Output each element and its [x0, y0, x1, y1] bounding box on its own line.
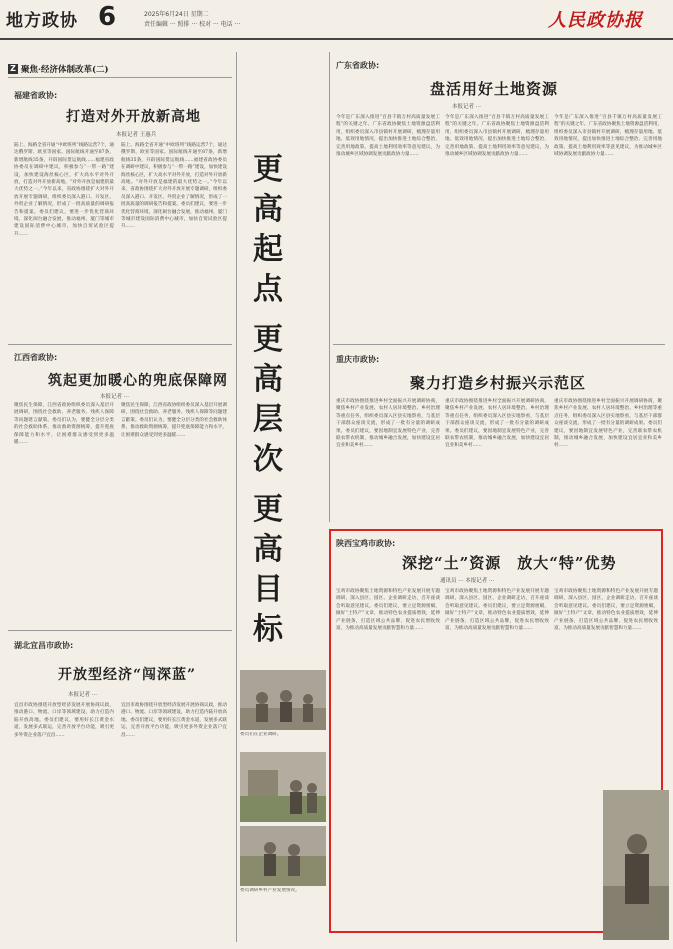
article-body: 重庆市政协围绕推进乡村全面振兴开展调研协商，聚焦乡村产业发展、农村人居环境整治、乡村治理等重点任务，组织委员深入区县实地察看，与基层干部群众座谈交流，形成了一批有分量的调研成果。委员们建议，要因地制宜发展特色产业，完善联农带农机制，推动城乡融合发展，加快建设宜居宜业和美乡村…… [336, 399, 440, 449]
photo-illustration [240, 670, 326, 730]
divider [8, 77, 232, 78]
divider [8, 630, 232, 631]
photo-illustration [603, 790, 669, 940]
slogan-char: 更 [253, 492, 283, 527]
article-byline: 本报记者 ··· [452, 104, 481, 110]
divider [8, 344, 232, 345]
article-body-continued: 宜昌市政协围绕开放型经济发展开展协商议政，推动港口、物流、口岸等领域建设，助力打造内陆开放高地。委员们建议，要用好长江黄金水道，发展多式联运，完善开放平台功能，吸引更多外资企业落户宜昌…… [121, 703, 227, 738]
article-label: 陕西宝鸡市政协: [336, 539, 396, 548]
slogan-char: 起 [253, 232, 283, 267]
article-body: 陆上、海路全省开通“中欧班列”线路运营7个，通达俄罗斯、欧亚等国家。国际航线开通至87条，新增航线35条，开辟国际货运航线……福建省政协委员在调研中建议，积极参与“一带一路”建设，加快建设海丝核心区，扩大高水平对外开放，打造对外开放新高地。“对外开放是福建的最大优势之一。”今年以来，省政协围绕扩大对外开放开展专题调研，组织委员深入港口、开发区、外贸企业了解情况，形成了一批高质量的调研报告和提案。委员们建议，要进一步优化营商环境，深化闽台融合发展，推动福州、厦门等城市建设国际消费中心城市，加快自贸试验区提升…… [14, 143, 114, 237]
section-name: 地方政协 [6, 11, 78, 31]
column-divider [329, 52, 330, 522]
article-label: 广东省政协: [336, 61, 380, 70]
article-body-continued: 重庆市政协围绕推进乡村全面振兴开展调研协商，聚焦乡村产业发展、农村人居环境整治、乡村治理等重点任务，组织委员深入区县实地察看，与基层干部群众座谈交流，形成了一批有分量的调研成果。委员们建议，要因地制宜发展特色产业，完善联农带农机制，推动城乡融合发展，加快建设宜居宜业和美乡村…… [554, 399, 662, 449]
article-headline: 聚力打造乡村振兴示范区 [410, 374, 587, 392]
page-number: 6 [98, 2, 117, 32]
slogan-char: 高 [253, 532, 283, 567]
article-byline: 本报记者 王惠兵 [116, 132, 157, 138]
slogan-char: 高 [253, 192, 283, 227]
slogan-char: 层 [253, 402, 283, 437]
slogan-char: 更 [253, 152, 283, 187]
series-badge: Z [8, 64, 18, 74]
photo-illustration [240, 752, 326, 822]
slogan-char: 标 [253, 612, 283, 647]
article-headline: 打造对外开放新高地 [66, 109, 201, 125]
article-byline: 本报记者 ··· [68, 692, 97, 698]
photo-caption: 委员调研乡村产业发展情况。 [240, 888, 300, 893]
slogan-char: 目 [253, 572, 283, 607]
article-byline: 通讯员 ··· 本报记者 ··· [440, 578, 495, 584]
slogan-char: 点 [253, 272, 283, 307]
article-headline: 开放型经济“闯深蓝” [58, 667, 197, 683]
divider [333, 344, 665, 345]
news-photo [240, 826, 326, 886]
header-rule [0, 38, 673, 40]
article-body-continued: 重庆市政协围绕推进乡村全面振兴开展调研协商，聚焦乡村产业发展、农村人居环境整治、乡村治理等重点任务，组织委员深入区县实地察看，与基层干部群众座谈交流，形成了一批有分量的调研成果。委员们建议，要因地制宜发展特色产业，完善联农带农机制，推动城乡融合发展，加快建设宜居宜业和美乡村…… [445, 399, 549, 449]
article-label: 重庆市政协: [336, 355, 380, 364]
article-body: 今年是广东深入推进“百县千镇万村高质量发展工程”的关键之年。广东省政协聚焦土地资源盘活利用，组织委员深入市县镇村开展调研，梳理存量用地、低效用地情况，提出加快推进土地综合整治、完善用地政策、提高土地利用效率等意见建议，为推动城乡区域协调发展贡献政协力量…… [336, 115, 440, 158]
article-label: 江西省政协: [14, 353, 58, 362]
article-label: 福建省政协: [14, 91, 58, 100]
article-body-continued: 陆上、海路全省开通“中欧班列”线路运营7个，通达俄罗斯、欧亚等国家。国际航线开通至87条，新增航线35条，开辟国际货运航线……福建省政协委员在调研中建议，积极参与“一带一路”建设，加快建设海丝核心区，扩大高水平对外开放，打造对外开放新高地。“对外开放是福建的最大优势之一。”今年以来，省政协围绕扩大对外开放开展专题调研，组织委员深入港口、开发区、外贸企业了解情况，形成了一批高质量的调研报告和提案。委员们建议，要进一步优化营商环境，深化闽台融合发展，推动福州、厦门等城市建设国际消费中心城市，加快自贸试验区提升…… [121, 143, 227, 230]
news-photo [240, 752, 326, 822]
newspaper-logo: 人民政协报 [548, 10, 643, 31]
news-photo [240, 670, 326, 730]
date-line: 2025年6月24日 星期二 [144, 11, 209, 18]
article-byline: 本报记者 ··· [100, 394, 129, 400]
article-body-continued: 聚焦民生保障，江西省政协组织委员深入基层开展调研，围绕社会救助、养老服务、残疾人保障等问题建言献策。委员们认为，要健全分层分类的社会救助体系，推动救助资源统筹，提升兜底保障能力和水平，让困难群众感受到更多温暖…… [121, 403, 227, 438]
series-title: 聚焦·经济体制改革(二) [21, 65, 109, 75]
article-body: 宜昌市政协围绕开放型经济发展开展协商议政，推动港口、物流、口岸等领域建设，助力打造内陆开放高地。委员们建议，要用好长江黄金水道，发展多式联运，完善开放平台功能，吸引更多外资企业落户宜昌…… [14, 703, 114, 738]
news-photo [603, 790, 669, 940]
slogan-char: 次 [253, 442, 283, 477]
article-body: 聚焦民生保障，江西省政协组织委员深入基层开展调研，围绕社会救助、养老服务、残疾人保障等问题建言献策。委员们认为，要健全分层分类的社会救助体系，推动救助资源统筹，提升兜底保障能力和水平，让困难群众感受到更多温暖…… [14, 403, 114, 446]
article-body-continued: 宝鸡市政协聚焦土地资源和特色产业发展开展专题调研，深入县区、园区、企业调研走访，召开座谈会听取意见建议。委员们建议，要立足资源禀赋，做好“土特产”文章，推动特色农业提质增效，延伸产业链条，打造区域公共品牌，促进农民增收致富，为推动高质量发展贡献智慧和力量…… [445, 589, 549, 632]
article-label: 湖北宜昌市政协: [14, 641, 74, 650]
article-headline: 盘活用好土地资源 [430, 80, 559, 98]
article-body-continued: 今年是广东深入推进“百县千镇万村高质量发展工程”的关键之年。广东省政协聚焦土地资源盘活利用，组织委员深入市县镇村开展调研，梳理存量用地、低效用地情况，提出加快推进土地综合整治、完善用地政策、提高土地利用效率等意见建议，为推动城乡区域协调发展贡献政协力量…… [554, 115, 662, 158]
photo-caption: 委员们在企业调研。 [240, 732, 282, 737]
article-body-continued: 宝鸡市政协聚焦土地资源和特色产业发展开展专题调研，深入县区、园区、企业调研走访，召开座谈会听取意见建议。委员们建议，要立足资源禀赋，做好“土特产”文章，推动特色农业提质增效，延伸产业链条，打造区域公共品牌，促进农民增收致富，为推动高质量发展贡献智慧和力量…… [554, 589, 658, 632]
slogan-char: 更 [253, 322, 283, 357]
article-headline: 深挖“土”资源 放大“特”优势 [402, 554, 617, 572]
photo-illustration [240, 826, 326, 886]
editor-line: 责任编辑 ··· 照排 ··· 校对 ··· 电话 ··· [144, 21, 241, 28]
article-headline: 筑起更加暖心的兜底保障网 [48, 373, 228, 389]
article-body-continued: 今年是广东深入推进“百县千镇万村高质量发展工程”的关键之年。广东省政协聚焦土地资源盘活利用，组织委员深入市县镇村开展调研，梳理存量用地、低效用地情况，提出加快推进土地综合整治、完善用地政策、提高土地利用效率等意见建议，为推动城乡区域协调发展贡献政协力量…… [445, 115, 549, 158]
article-body: 宝鸡市政协聚焦土地资源和特色产业发展开展专题调研，深入县区、园区、企业调研走访，召开座谈会听取意见建议。委员们建议，要立足资源禀赋，做好“土特产”文章，推动特色农业提质增效，延伸产业链条，打造区域公共品牌，促进农民增收致富，为推动高质量发展贡献智慧和力量…… [336, 589, 440, 632]
slogan-char: 高 [253, 362, 283, 397]
column-divider [236, 52, 237, 942]
